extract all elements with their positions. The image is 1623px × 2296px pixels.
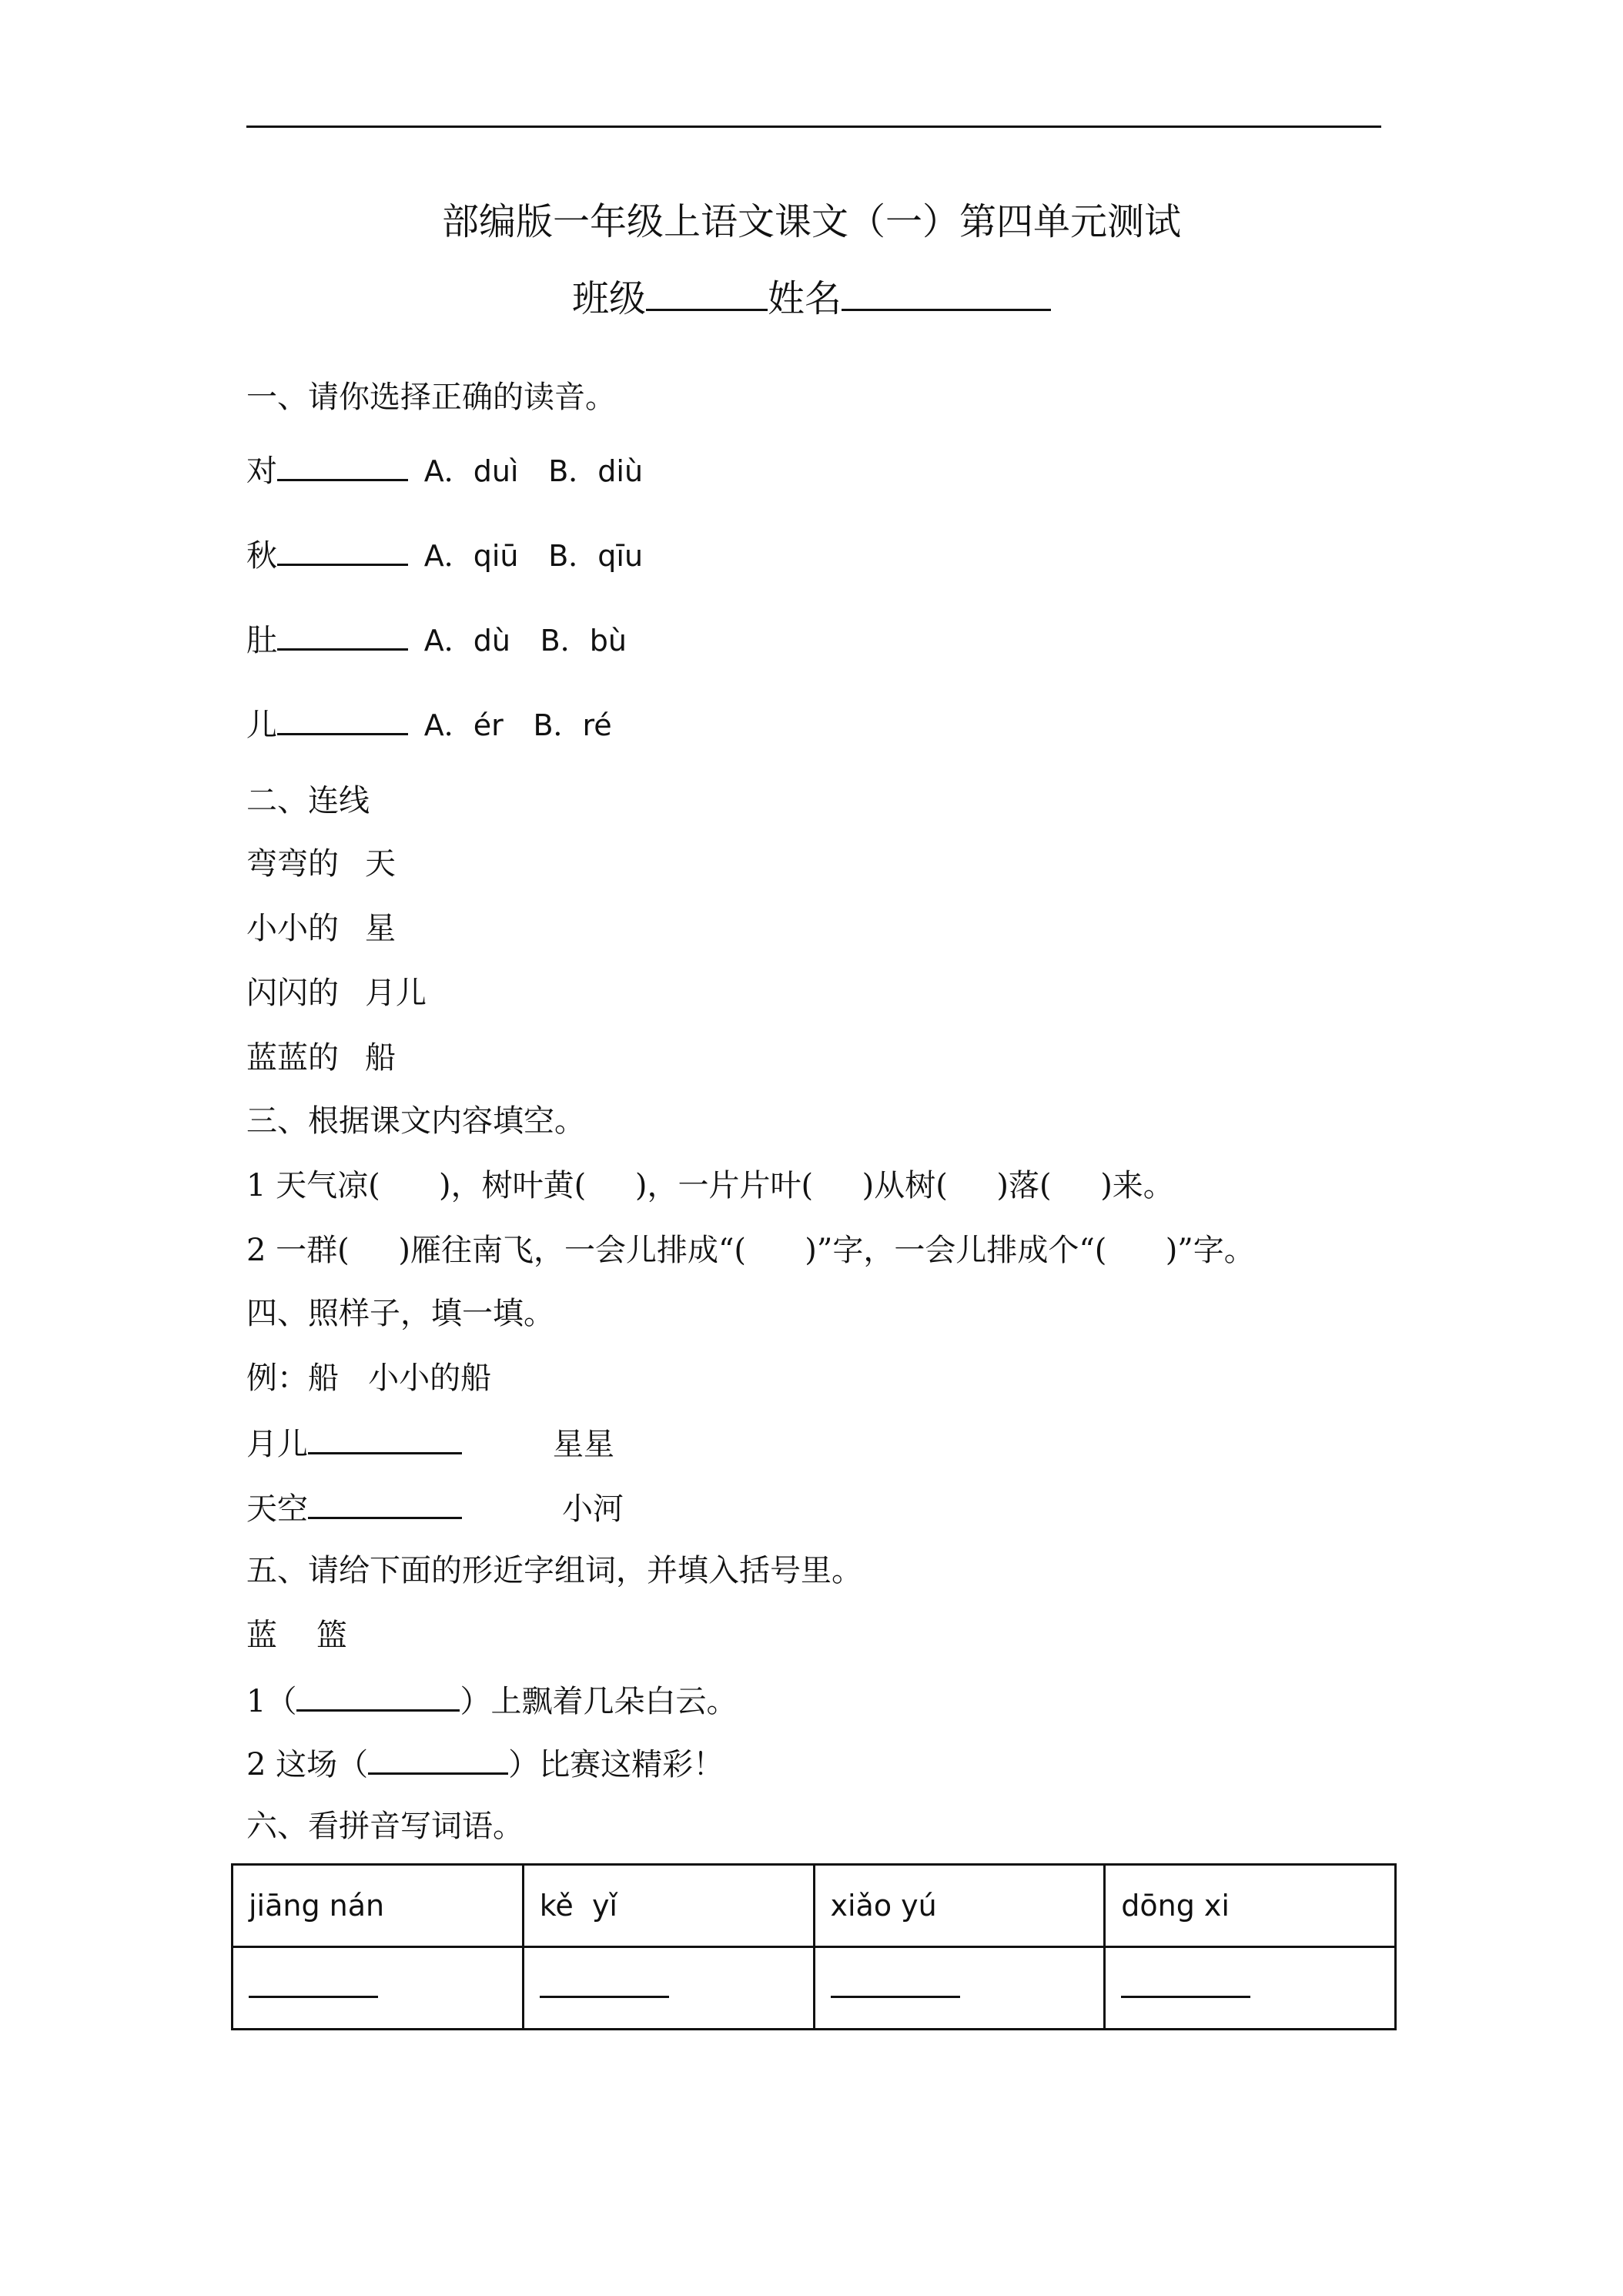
answer-row	[233, 1947, 1396, 2030]
section3-heading: 三、根据课文内容填空。	[246, 1103, 585, 1139]
fill-line-2[interactable]: 2 一群( )雁往南飞，一会儿排成“( )”字，一会儿排成个“( )”字。	[246, 1233, 1255, 1268]
match-right: 天	[365, 846, 396, 882]
match-left: 小小的	[246, 911, 339, 946]
similar-chars: 蓝 篮	[246, 1618, 347, 1653]
answer-cell[interactable]	[233, 1947, 524, 2030]
pattern-item	[246, 1421, 614, 1466]
section6-heading: 六、看拼音写词语。	[246, 1809, 524, 1844]
pinyin-cell: jiāng nán	[233, 1865, 524, 1947]
class-name-row	[0, 274, 1623, 323]
pattern-word-a: 月儿	[246, 1427, 308, 1462]
match-item	[246, 1036, 396, 1079]
reading-item	[246, 448, 643, 493]
option-b: B．diù	[548, 454, 644, 488]
reading-blank[interactable]	[277, 448, 408, 481]
reading-blank[interactable]	[277, 533, 408, 566]
option-a: A．duì	[423, 454, 519, 488]
section4-heading: 四、照样子，填一填。	[246, 1296, 554, 1331]
option-b: B．qīu	[548, 539, 644, 573]
q1-suffix: ）上飘着几朵白云。	[460, 1684, 738, 1719]
reading-char: 儿	[246, 708, 277, 743]
section1-heading: 一、请你选择正确的读音。	[246, 380, 616, 415]
pattern-blank[interactable]	[308, 1486, 462, 1519]
reading-item	[246, 618, 627, 662]
match-left: 蓝蓝的	[246, 1040, 339, 1076]
match-right: 月儿	[365, 976, 427, 1011]
pinyin-table	[231, 1863, 1397, 2030]
match-left: 弯弯的	[246, 846, 339, 882]
answer-blank[interactable]	[831, 1980, 960, 1998]
pattern-word-a: 天空	[246, 1491, 308, 1527]
match-left: 闪闪的	[246, 976, 339, 1011]
word-fill-2	[246, 1742, 724, 1786]
answer-blank[interactable]	[1121, 1980, 1250, 1998]
name-label: 姓名	[768, 277, 842, 320]
section2-heading: 二、连线	[246, 783, 370, 818]
reading-item	[246, 702, 612, 747]
match-item	[246, 972, 427, 1015]
reading-item	[246, 533, 643, 577]
match-right: 船	[365, 1040, 396, 1076]
pinyin-cell: kě yǐ	[523, 1865, 814, 1947]
class-blank[interactable]	[646, 278, 768, 311]
reading-blank[interactable]	[277, 618, 408, 651]
pinyin-row	[233, 1865, 1396, 1947]
pattern-blank[interactable]	[308, 1421, 462, 1454]
pattern-word-b: 星星	[553, 1427, 614, 1462]
q1-prefix: 1（	[246, 1684, 297, 1719]
fill-line-1[interactable]: 1 天气凉( )，树叶黄( )，一片片叶( )从树( )落( )来。	[246, 1168, 1174, 1203]
word-fill-1	[246, 1678, 737, 1723]
reading-char: 肚	[246, 623, 277, 658]
answer-cell[interactable]	[1105, 1947, 1396, 2030]
option-a: A．qiū	[423, 539, 519, 573]
header-rule	[246, 126, 1381, 128]
q2-blank[interactable]	[368, 1742, 508, 1775]
option-a: A．dù	[423, 624, 510, 658]
q2-suffix: ）比赛这精彩！	[508, 1747, 724, 1782]
pinyin-cell: dōng xi	[1105, 1865, 1396, 1947]
answer-blank[interactable]	[249, 1980, 378, 1998]
option-b: B．bù	[540, 624, 627, 658]
reading-blank[interactable]	[277, 702, 408, 735]
example-line: 例：船 小小的船	[246, 1361, 492, 1396]
option-a: A．ér	[423, 708, 504, 742]
reading-char: 秋	[246, 538, 277, 574]
pattern-word-b: 小河	[562, 1491, 624, 1527]
answer-cell[interactable]	[523, 1947, 814, 2030]
option-b: B．ré	[533, 708, 612, 742]
section5-heading: 五、请给下面的形近字组词，并填入括号里。	[246, 1553, 862, 1588]
match-item	[246, 907, 396, 950]
page-title: 部编版一年级上语文课文（一）第四单元测试	[441, 200, 1181, 243]
match-item	[246, 842, 396, 885]
answer-cell[interactable]	[814, 1947, 1105, 2030]
match-right: 星	[365, 911, 396, 946]
class-label: 班级	[571, 277, 646, 320]
q2-prefix: 2 这场（	[246, 1747, 369, 1782]
pattern-item	[246, 1486, 624, 1531]
q1-blank[interactable]	[296, 1678, 460, 1712]
answer-blank[interactable]	[540, 1980, 669, 1998]
name-blank[interactable]	[842, 278, 1051, 311]
pinyin-cell: xiǎo yú	[814, 1865, 1105, 1947]
reading-char: 对	[246, 454, 277, 489]
